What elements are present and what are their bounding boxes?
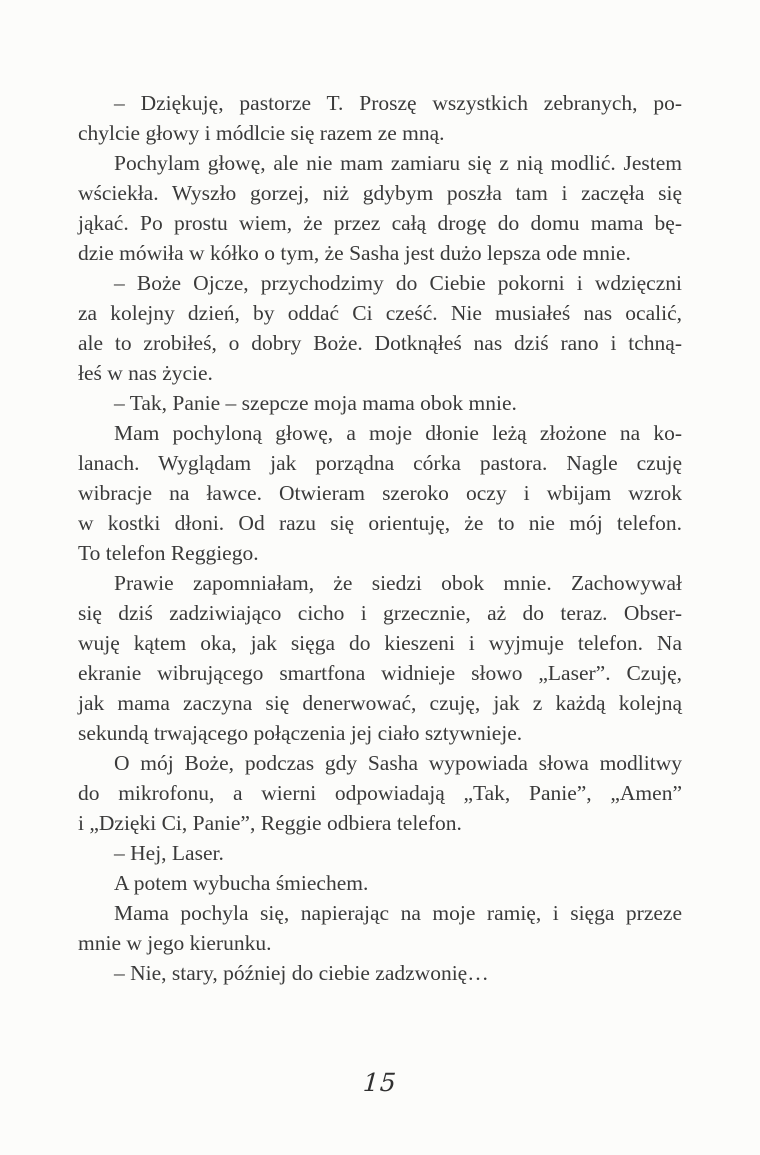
text-line: – Boże Ojcze, przychodzimy do Ciebie pokorni i wdzięczni — [114, 271, 682, 295]
text-line: sekundą trwającego połączenia jej ciało sztywnieje. — [78, 721, 523, 745]
text-line: jąkać. Po prostu wiem, że przez całą drogę do domu mama bę- — [78, 211, 682, 235]
paragraph — [78, 388, 682, 418]
paragraph — [78, 268, 682, 388]
text-line: i „Dzięki Ci, Panie”, Reggie odbiera telefon. — [78, 811, 462, 835]
text-line: ekranie wibrującego smartfona widnieje słowo „Laser”. Czuję, — [78, 661, 682, 685]
text-line: Mama pochyla się, napierając na moje ramię, i sięga przeze — [114, 901, 682, 925]
text-line: jak mama zaczyna się denerwować, czuję, jak z każdą kolejną — [78, 691, 682, 715]
text-line: ale to zrobiłeś, o dobry Boże. Dotknąłeś nas dziś rano i tchną- — [78, 331, 682, 355]
paragraph — [78, 838, 682, 868]
text-line: chylcie głowy i módlcie się razem ze mną. — [78, 121, 445, 145]
text-line: wściekła. Wyszło gorzej, niż gdybym poszła tam i zaczęła się — [78, 181, 682, 205]
text-line: za kolejny dzień, by oddać Ci cześć. Nie musiałeś nas ocalić, — [78, 301, 682, 325]
text-line: w kostki dłoni. Od razu się orientuję, że to nie mój telefon. — [78, 511, 682, 535]
text-line: A potem wybucha śmiechem. — [114, 871, 369, 895]
text-line: O mój Boże, podczas gdy Sasha wypowiada słowa modlitwy — [114, 751, 682, 775]
text-line: Prawie zapomniałam, że siedzi obok mnie. Zachowywał — [114, 571, 682, 595]
text-line: – Hej, Laser. — [114, 841, 224, 865]
text-line: do mikrofonu, a wierni odpowiadają „Tak, Panie”, „Amen” — [78, 781, 682, 805]
text-line: się dziś zadziwiająco cicho i grzecznie, aż do teraz. Obser- — [78, 601, 682, 625]
text-line: mnie w jego kierunku. — [78, 931, 272, 955]
paragraph — [78, 748, 682, 838]
text-line: – Dziękuję, pastorze T. Proszę wszystkich zebranych, po- — [114, 91, 682, 115]
text-line: dzie mówiła w kółko o tym, że Sasha jest dużo lepsza ode mnie. — [78, 241, 631, 265]
paragraph — [78, 868, 682, 898]
text-line: To telefon Reggiego. — [78, 541, 259, 565]
text-line: wuję kątem oka, jak sięga do kieszeni i wyjmuje telefon. Na — [78, 631, 682, 655]
paragraph — [78, 418, 682, 568]
text-line: wibracje na ławce. Otwieram szeroko oczy i wbijam wzrok — [78, 481, 682, 505]
paragraph — [78, 88, 682, 148]
page-text — [78, 88, 682, 988]
text-line: lanach. Wyglądam jak porządna córka pastora. Nagle czuję — [78, 451, 682, 475]
text-line: Pochylam głowę, ale nie mam zamiaru się z nią modlić. Jestem — [114, 151, 682, 175]
text-line: – Tak, Panie – szepcze moja mama obok mnie. — [114, 391, 517, 415]
text-line: łeś w nas życie. — [78, 361, 213, 385]
paragraph — [78, 148, 682, 268]
paragraph — [78, 568, 682, 748]
text-line: – Nie, stary, później do ciebie zadzwonię… — [114, 961, 489, 985]
page-number: 15 — [362, 1068, 398, 1097]
text-line: Mam pochyloną głowę, a moje dłonie leżą złożone na ko- — [114, 421, 682, 445]
paragraph — [78, 958, 682, 988]
paragraph — [78, 898, 682, 958]
